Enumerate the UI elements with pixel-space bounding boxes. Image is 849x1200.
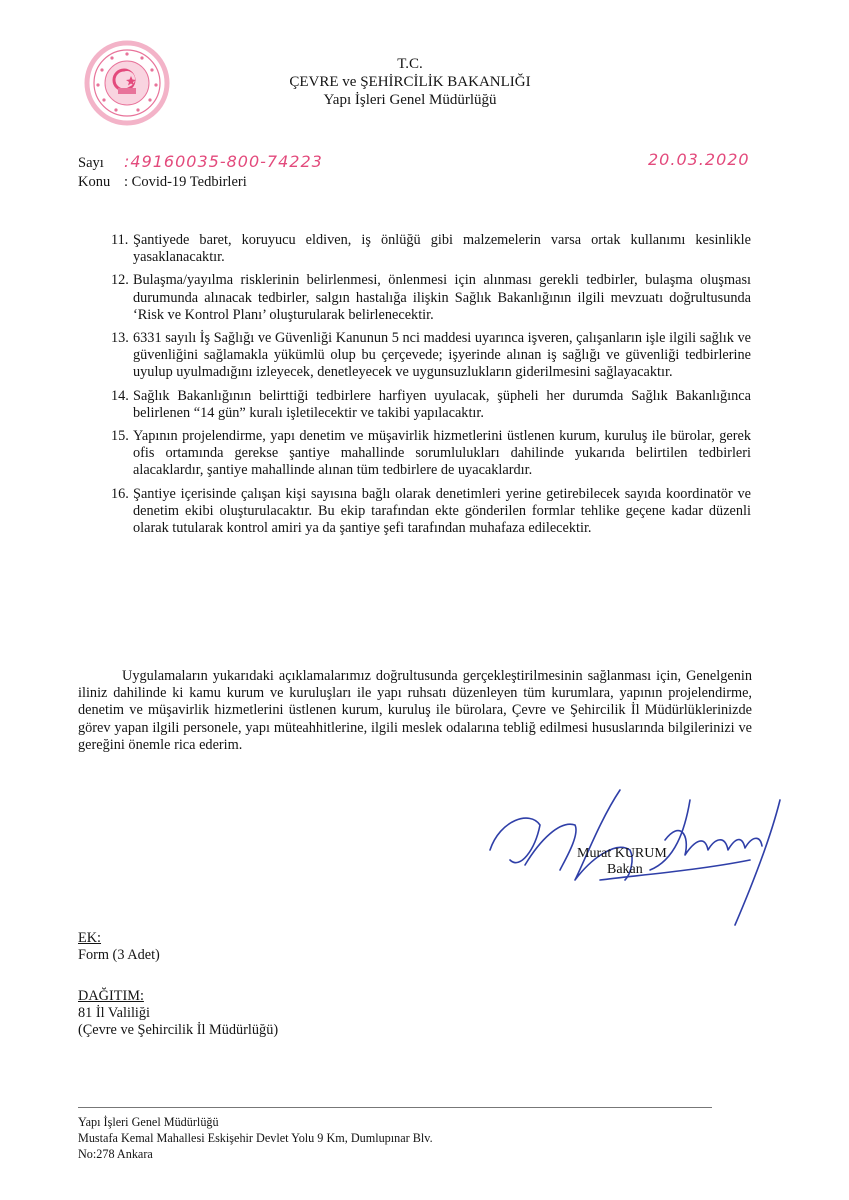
signer-title: Bakan: [607, 862, 643, 877]
item-text: 6331 sayılı İş Sağlığı ve Güvenliği Kanunun 5 nci maddesi uyarınca işveren, çalışanların işle ilgili sağlık ve güvenliğini sağlamakla yükümlü olup bu çerçevede; işyerinde alınan iş sağlığı ve güvenliği tedbirlerine uyulup uyulmadığını izleyecek, denetleyecek ve uygunsuzlukların giderilmesini sağlayacaktır.: [133, 330, 751, 381]
reference-konu: [78, 174, 247, 191]
konu-value: : Covid-19 Tedbirleri: [124, 174, 247, 190]
item-text: Yapının projelendirme, yapı denetim ve müşavirlik hizmetlerini üstlenen kurum, kuruluş ile bürolar, gerek ofis ortamında gerekse şantiye mahallinde sorumlulukları dahilinde yukarıda belirtilen tedbirleri alacaklardır, şantiye mahallinde alınan tüm tedbirlere de uyacaklardır.: [133, 428, 751, 479]
item-number: 12.: [111, 272, 129, 289]
list-item: [111, 388, 751, 422]
sayi-label: Sayı: [78, 155, 104, 171]
document-date-handwritten: 20.03.2020: [648, 150, 750, 169]
header-ministry: ÇEVRE ve ŞEHİRCİLİK BAKANLIĞI: [289, 74, 531, 90]
list-item: [111, 272, 751, 324]
signer-block: [577, 846, 667, 878]
item-number: 14.: [111, 387, 129, 404]
attachments-block: [78, 930, 160, 964]
footer-line-3: No:278 Ankara: [78, 1147, 153, 1161]
item-text: Sağlık Bakanlığının belirttiği tedbirlere harfiyen uyulacak, şüpheli her durumda Sağlık Bakanlığınca belirlenen “14 gün” kuralı işletilecektir ve takibi yapılacaktır.: [133, 387, 751, 421]
list-item: [111, 232, 751, 266]
signer-name: Murat KURUM: [577, 846, 667, 861]
item-number: 13.: [111, 330, 129, 347]
distribution-label: DAĞITIM:: [78, 988, 144, 1004]
document-header: [210, 55, 610, 109]
list-item: [111, 330, 751, 382]
distribution-line-2: (Çevre ve Şehircilik İl Müdürlüğü): [78, 1022, 279, 1039]
sayi-value-handwritten: :49160035-800-74223: [124, 152, 323, 171]
footer-divider: [78, 1107, 712, 1108]
distribution-line-1: 81 İl Valiliği: [78, 1005, 151, 1022]
item-text: Bulaşma/yayılma risklerinin belirlenmesi, önlenmesi için alınması gerekli tedbirler, bulaşma oluşması durumunda alınacak tedbirler, salgın hastalığa ilişkin Sağlık Bakanlığının ilgili mevzuatı doğrultusunda ‘Risk ve Kontrol Planı’ oluşturularak belirlenecektir.: [133, 272, 751, 323]
footer-line-2: Mustafa Kemal Mahallesi Eskişehir Devlet Yolu 9 Km, Dumlupınar Blv.: [78, 1131, 433, 1145]
konu-label: Konu: [78, 174, 111, 190]
item-text: Şantiyede baret, koruyucu eldiven, iş önlüğü gibi malzemelerin varsa ortak kullanımı kesinlikle yasaklanacaktır.: [133, 232, 751, 266]
footer-line-1: Yapı İşleri Genel Müdürlüğü: [78, 1115, 219, 1129]
closing-paragraph: Uygulamaların yukarıdaki açıklamalarımız doğrultusunda gerçekleştirilmesinin sağlanması için, Genelgenin iliniz dahilinde ki kamu kurum ve kuruluşları ile yapı ruhsatı düzenleyen tüm kurumlara, yapının projelendirme, denetim ve müşavirlik hizmetlerini üstlenen kurum, kuruluş ile bürolara, Çevre ve Şehircilik İl Müdürlüklerinizde görev yapan ilgili personele, yapı müteahhitlerine, ilgili meslek odalarına tebliğ edilmesi hususlarında bilgilerinizi ve gereğini önemle rica ederim.: [78, 668, 752, 753]
header-country: T.C.: [397, 56, 423, 72]
header-directorate: Yapı İşleri Genel Müdürlüğü: [323, 92, 497, 108]
ministry-seal-logo: [84, 40, 170, 126]
item-number: 16.: [111, 485, 129, 502]
footer-address: [78, 1114, 433, 1162]
distribution-block: [78, 988, 278, 1040]
list-item: [111, 428, 751, 480]
attachments-label: EK:: [78, 930, 102, 946]
item-number: 11.: [111, 232, 129, 248]
attachments-item: Form (3 Adet): [78, 947, 160, 964]
list-item: [111, 486, 751, 538]
item-number: 15.: [111, 428, 129, 445]
item-text: Şantiye içerisinde çalışan kişi sayısına bağlı olarak denetimleri yerine getirebilecek sayıda koordinatör ve denetim ekibi oluşturulacaktır. Bu ekip tarafından ekte gönderilen formlar tehlike geçene kadar düzenli olarak tutularak kontrol amiri ya da şantiye şefi tarafından muhafaza edilecektir.: [133, 485, 751, 537]
measures-list: [111, 232, 751, 543]
reference-sayi: [78, 152, 323, 172]
